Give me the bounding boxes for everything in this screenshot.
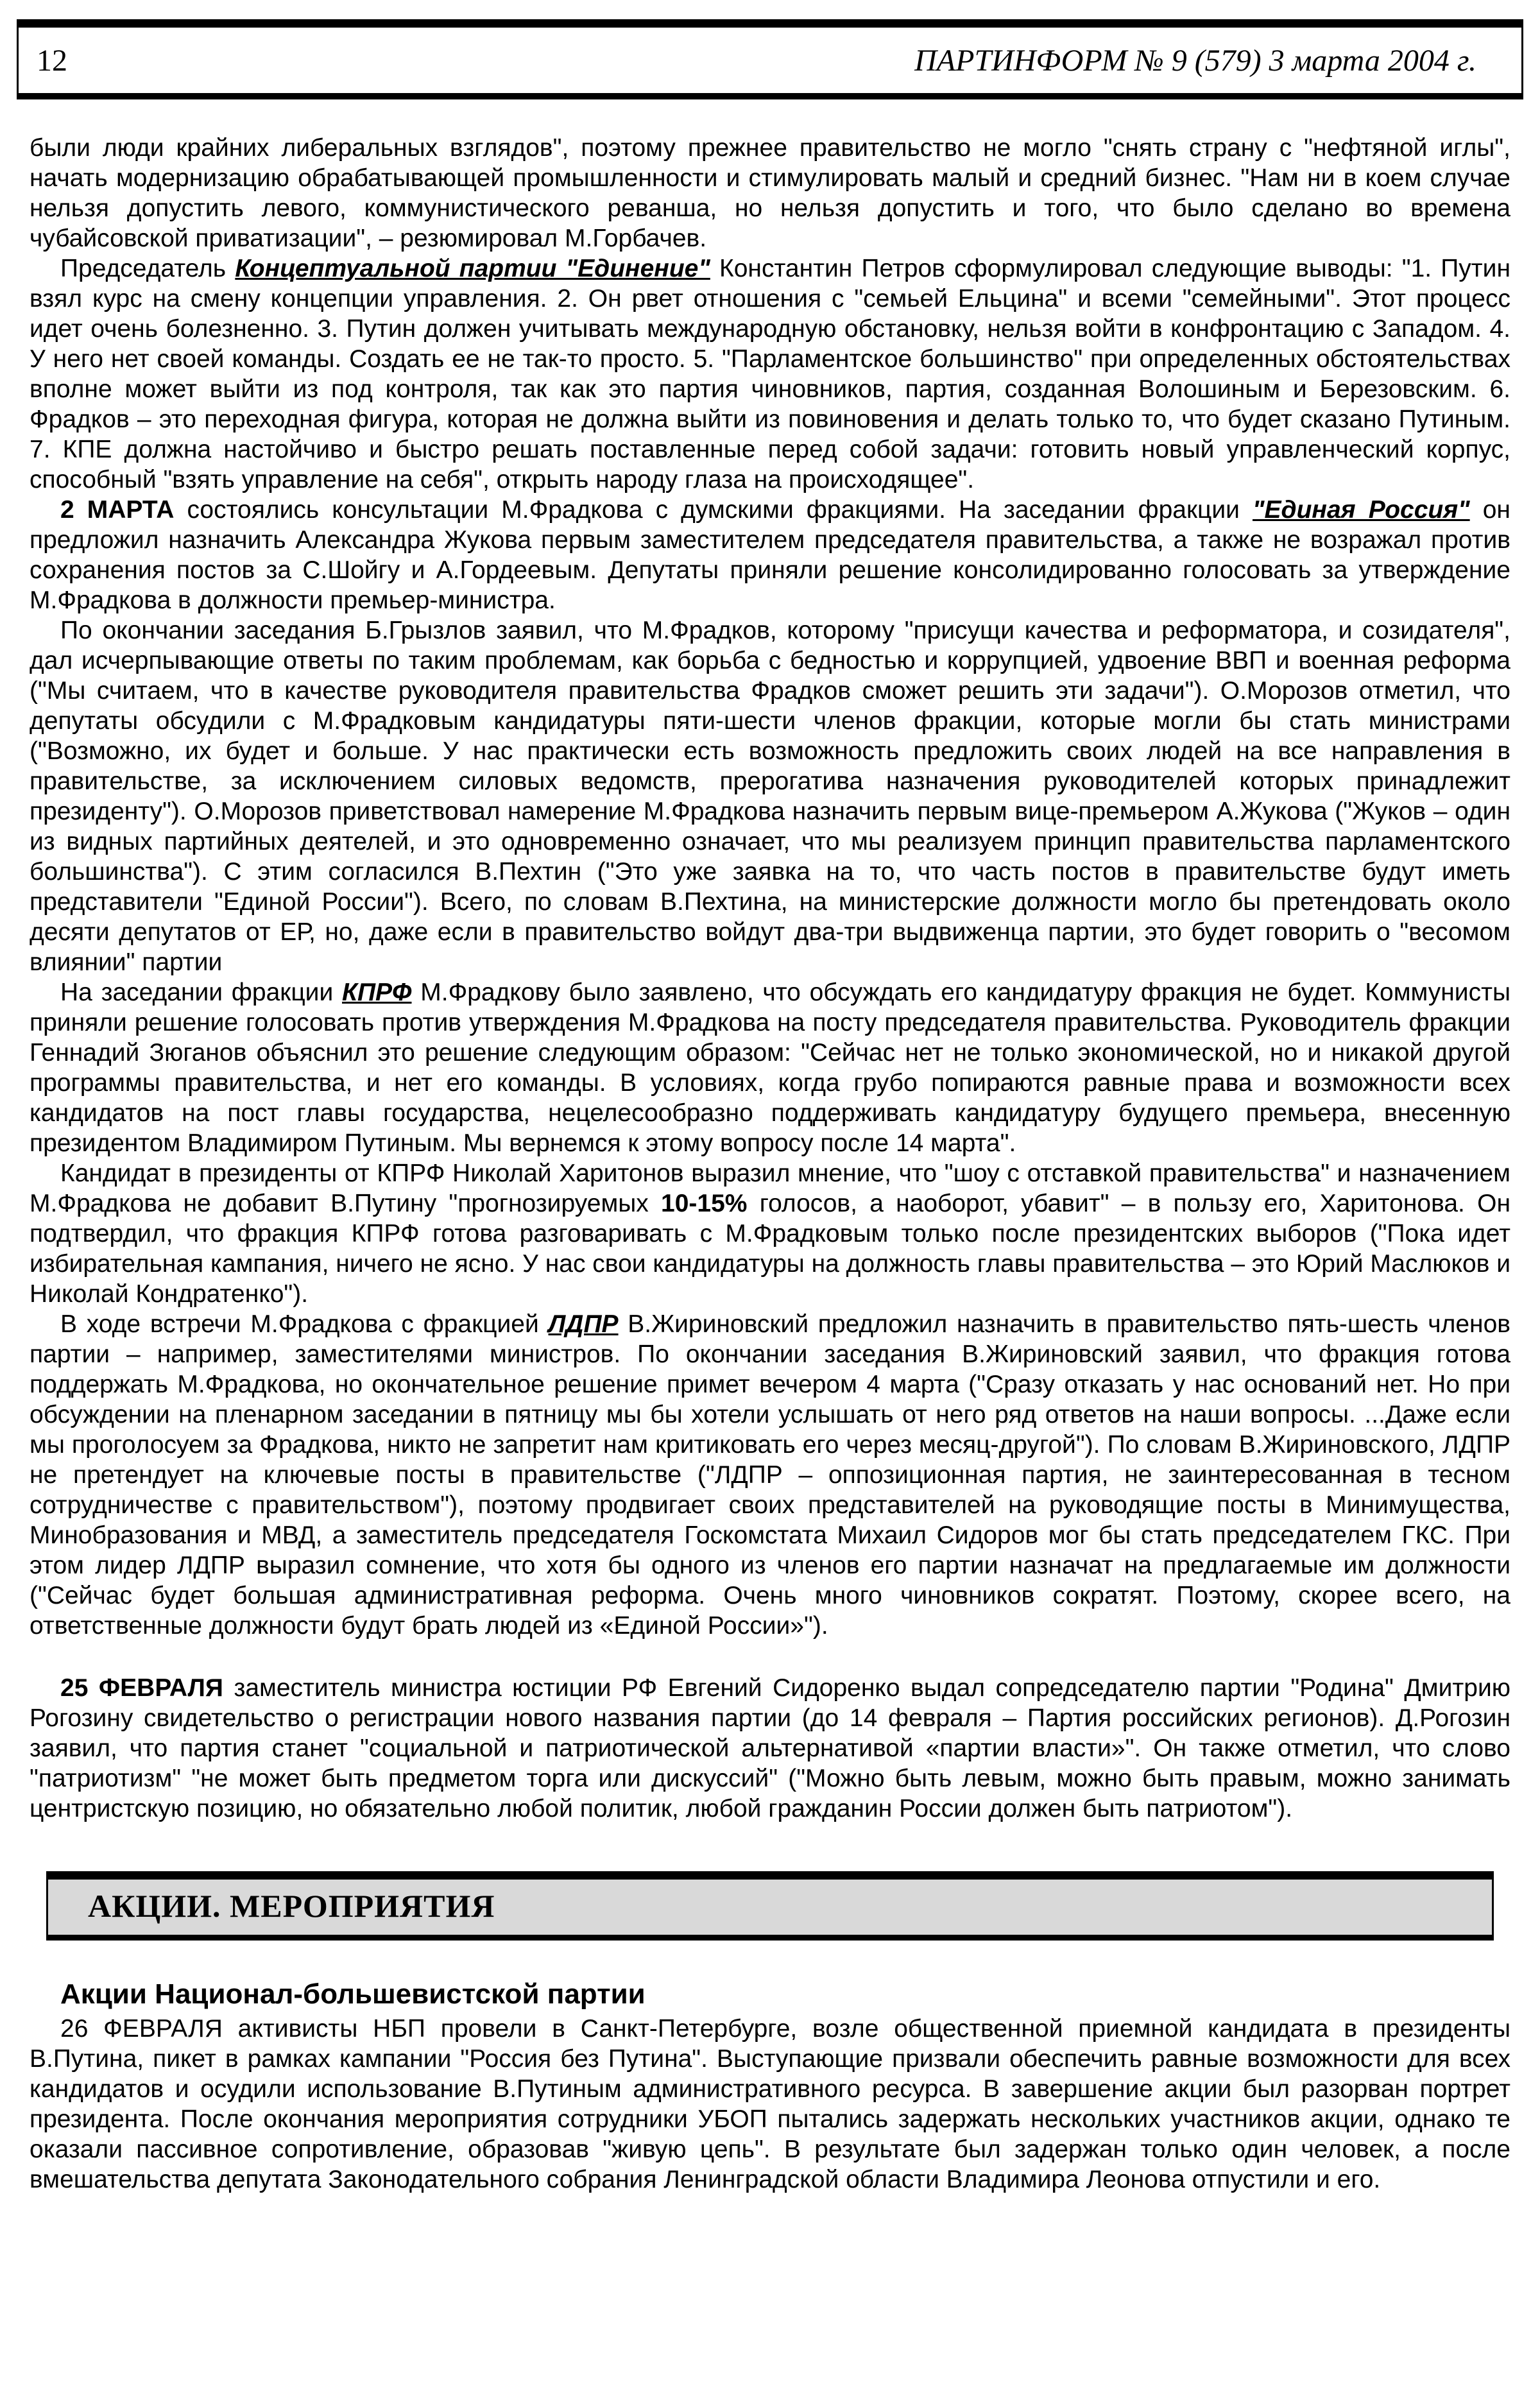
paragraph: [30, 253, 1510, 495]
text-run: голосов, а наоборот, убавит" – в пользу его, Харитонова. Он подтвердил, что фракция КПРФ готова разговаривать с М.Фрадковым только после президентских выборов ("Пока идет избирательная кампания, ничего не ясно. У нас свои кандидатуры на должность главы правительства – это Юрий Маслюков и Николай Кондратенко").: [30, 1190, 1510, 1308]
text-run: М.Фрадкову было заявлено, что обсуждать его кандидатуру фракция не будет. Коммунисты приняли решение голосовать против утверждения М.Фрадкова на посту председателя правительства. Руководитель фракции Геннадий Зюганов объяснил это решение следующим образом: "Сейчас нет не только экономической, но и никакой другой программы правительства, и нет его команды. В условиях, когда грубо попираются равные права и возможности всех кандидатов на пост главы государства, нецелесообразно поддерживать кандидатуру будущего премьера, внесенную президентом Владимиром Путиным. Мы вернемся к этому вопросу после 14 марта".: [30, 979, 1510, 1157]
text-run: В.Жириновский предложил назначить в правительство пять-шесть членов партии – например, заместителями министров. По окончании заседания В.Жириновский заявил, что фракция готова поддержать М.Фрадкова, но окончательное решение примет вечером 4 марта ("Сразу отказать у нас оснований нет. Но при обсуждении на пленарном заседании в пятницу мы бы хотели услышать от него ряд ответов на наши вопросы. ...Даже если мы проголосуем за Фрадкова, никто не запретит нам критиковать его через месяц-другой"). По словам В.Жириновского, ЛДПР не претендует на ключевые посты в правительстве ("ЛДПР – оппозиционная партия, не заинтересованная в тесном сотрудничестве с правительством"), поэтому продвигает своих представителей на руководящие посты в Минимущества, Минобразования и МВД, а заместитель председателя Госкомстата Михаил Сидоров мог бы стать председателем ГКС. При этом лидер ЛДПР выразил сомнение, что хотя бы одного из членов его партии назначат на предлагаемые им должности ("Сейчас будет большая административная реформа. Очень много чиновников сократят. Поэтому, скорее всего, на ответственные должности будут брать людей из «Единой России»").: [30, 1310, 1510, 1640]
text-run: заместитель министра юстиции РФ Евгений Сидоренко выдал сопредседателю партии "Родина" Дмитрию Рогозину свидетельство о регистрации нового названия партии (до 14 февраля – Партия российских регионов). Д.Рогозин заявил, что партия станет "социальной и патриотической альтернативой «партии власти»". Он также отметил, что слово "патриотизм" "не может быть предметом торга или дискуссий" ("Можно быть левым, можно быть правым, можно занимать центристскую позицию, но обязательно любой политик, любой гражданин России должен быть патриотом").: [30, 1674, 1510, 1822]
issue-title: ПАРТИНФОРМ № 9 (579) 3 марта 2004 г.: [914, 43, 1476, 78]
paragraph: [30, 1158, 1510, 1309]
paragraph: [30, 1673, 1510, 1824]
text-run: В ходе встречи М.Фрадкова с фракцией: [60, 1310, 549, 1338]
page-body: [30, 99, 1510, 2195]
party-name-emphasis: "Единая Россия": [1252, 496, 1470, 524]
text-run: состоялись консультации М.Фрадкова с думскими фракциями. На заседании фракции: [174, 496, 1253, 524]
paragraph: [30, 495, 1510, 615]
text-run: Председатель: [60, 255, 235, 282]
party-name-emphasis: Концептуальной партии "Единение": [235, 255, 710, 282]
section-title: АКЦИИ. МЕРОПРИЯТИЯ: [88, 1888, 495, 1924]
paragraph: [30, 133, 1510, 253]
text-run: Константин Петров сформулировал следующие выводы: "1. Путин взял курс на смену концепции управления. 2. Он рвет отношения с "семьей Ельцина" и всеми "семейными". Этот процесс идет очень болезненно. 3. Путин должен учитывать международную обстановку, нельзя войти в конфронтацию с Западом. 4. У него нет своей команды. Создать ее не так-то просто. 5. "Парламентское большинство" при определенных обстоятельствах вполне может выйти из под контроля, так как это партия чиновников, партия, созданная Волошиным и Березовским. 6. Фрадков – это переходная фигура, которая не должна выйти из повиновения и делать только то, что будет сказано Путиным. 7. КПЕ должна настойчиво и быстро решать поставленные перед собой задачи: готовить новый управленческий корпус, способный "взять управление на себя", открыть народу глаза на происходящее".: [30, 255, 1510, 493]
bold-run: 10-15%: [661, 1190, 748, 1217]
text-run: были люди крайних либеральных взглядов", поэтому прежнее правительство не могло "снять страну с "нефтяной иглы", начать модернизацию обрабатывающей промышленности и стимулировать малый и средний бизнес. "Нам ни в коем случае нельзя допустить левого, коммунистического реванша, но нельзя допустить и того, что было сделано во времена чубайсовской приватизации", – резюмировал М.Горбачев.: [30, 134, 1510, 252]
paragraph: [30, 615, 1510, 977]
text-run: Кандидат в президенты от КПРФ Николай Харитонов выразил мнение, что "шоу с отставкой правительства" и назначением М.Фрадкова не добавит В.Путину "прогнозируемых: [30, 1160, 1510, 1217]
body-paragraphs: [30, 133, 1510, 1824]
page-number: 12: [37, 43, 67, 78]
bold-run: 2 МАРТА: [60, 496, 175, 524]
section-header-akcii: [46, 1871, 1494, 1941]
article-heading-nbp: Акции Национал-большевистской партии: [60, 1978, 646, 2010]
running-header: [17, 19, 1523, 99]
text-run: По окончании заседания Б.Грызлов заявил, что М.Фрадков, которому "присущи качества и реформатора, и созидателя", дал исчерпывающие ответы по таким проблемам, как борьба с бедностью и коррупцией, удвоение ВВП и военная реформа ("Мы считаем, что в качестве руководителя правительства Фрадков сможет решить эти задачи"). О.Морозов отметил, что депутаты обсудили с М.Фрадковым кандидатуры пяти-шести членов фракции, которые могли бы стать министрами ("Возможно, их будет и больше. У нас практически есть возможность предложить своих людей на все направления в правительстве, за исключением силовых ведомств, прерогатива назначения руководителей которых принадлежит президенту"). О.Морозов приветствовал намерение М.Фрадкова назначить первым вице-премьером А.Жукова ("Жуков – один из видных партийных деятелей, и это одновременно означает, что мы реализуем принцип правительства парламентского большинства"). С этим согласился В.Пехтин ("Это уже заявка на то, что часть постов в правительстве будут иметь представители "Единой России"). Всего, по словам В.Пехтина, на министерские должности могло бы претендовать около десяти депутатов от ЕР, но, даже если в правительство войдут два-три выдвиженца партии, это будет говорить о "весомом влиянии" партии: [30, 617, 1510, 976]
text-run: он предложил назначить Александра Жукова первым заместителем председателя правительства, а также не возражал против сохранения постов за С.Шойгу и А.Гордеевым. Депутаты приняли решение консолидированно голосовать за утверждение М.Фрадкова в должности премьер-министра.: [30, 496, 1510, 614]
party-name-emphasis: КПРФ: [342, 979, 412, 1006]
paragraph: [30, 2014, 1510, 2195]
paragraph: [30, 977, 1510, 1158]
text-run: На заседании фракции: [60, 979, 342, 1006]
paragraph: [30, 1309, 1510, 1641]
article-paragraphs: [30, 2014, 1510, 2195]
party-name-emphasis: ЛДПР: [548, 1310, 619, 1338]
text-run: 26 ФЕВРАЛЯ активисты НБП провели в Санкт-Петербурге, возле общественной приемной кандидата в президенты В.Путина, пикет в рамках кампании "Россия без Путина". Выступающие призвали обеспечить равные возможности для всех кандидатов и осудили использование В.Путиным административного ресурса. В завершение акции был разорван портрет президента. После окончания мероприятия сотрудники УБОП пытались задержать нескольких участников акции, однако те оказали пассивное сопротивление, образовав "живую цепь". В результате был задержан только один человек, а после вмешательства депутата Законодательного собрания Ленинградской области Владимира Леонова отпустили и его.: [30, 2015, 1510, 2193]
bold-run: 25 ФЕВРАЛЯ: [60, 1674, 223, 1702]
